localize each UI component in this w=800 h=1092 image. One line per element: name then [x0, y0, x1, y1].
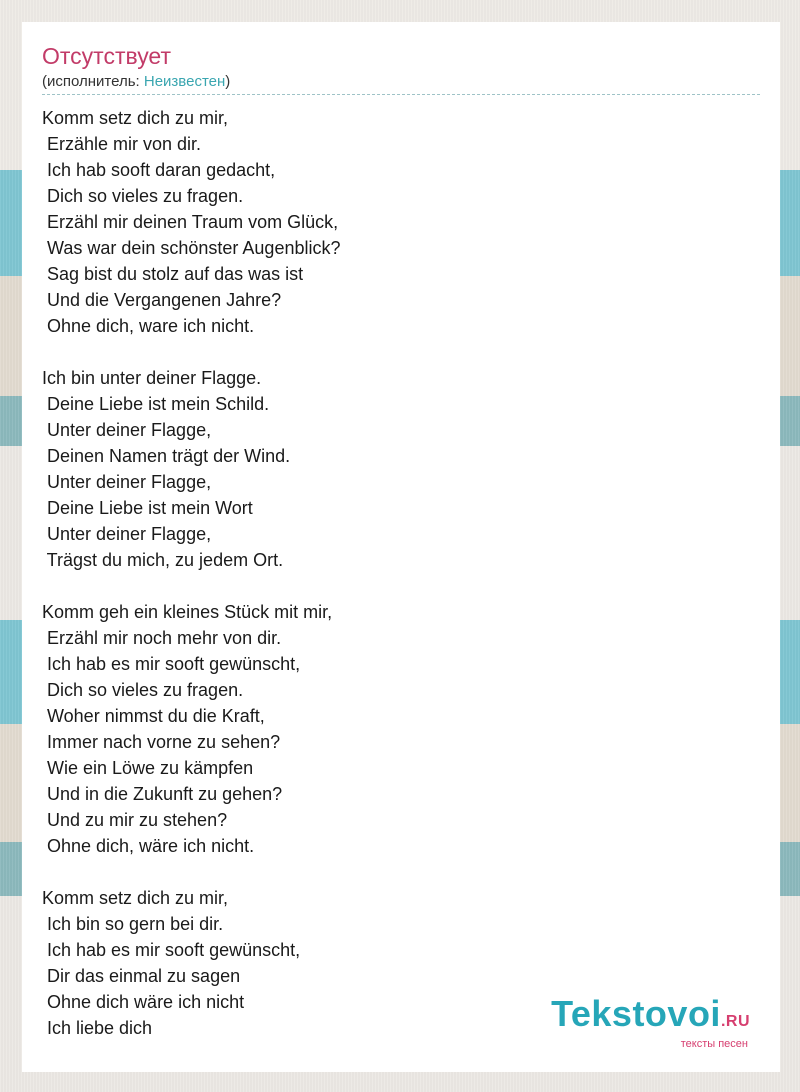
lyric-line: Unter deiner Flagge, — [42, 524, 212, 544]
lyric-line: Deinen Namen trägt der Wind. — [42, 446, 291, 466]
artist-suffix: ) — [225, 73, 231, 90]
lyrics-text — [42, 105, 341, 1041]
artist-line — [42, 72, 230, 92]
lyric-line: Ohne dich, ware ich nicht. — [42, 316, 255, 336]
lyric-line: Sag bist du stolz auf das was ist — [42, 264, 304, 284]
logo-tld: .RU — [720, 1013, 750, 1030]
lyric-line: Erzähle mir von dir. — [42, 134, 202, 154]
stanza-gap — [42, 573, 341, 599]
lyric-line: Ich bin unter deiner Flagge. — [42, 368, 262, 388]
lyric-line: Wie ein Löwe zu kämpfen — [42, 758, 254, 778]
lyrics-card — [22, 22, 780, 1072]
lyric-line: Trägst du mich, zu jedem Ort. — [42, 550, 284, 570]
lyric-line: Ich liebe dich — [42, 1018, 153, 1038]
lyric-line: Ich hab es mir sooft gewünscht, — [42, 654, 301, 674]
lyric-line: Erzähl mir noch mehr von dir. — [42, 628, 282, 648]
lyric-line: Komm geh ein kleines Stück mit mir, — [42, 602, 333, 622]
lyric-line: Unter deiner Flagge, — [42, 472, 212, 492]
logo-wordmark — [551, 993, 750, 1040]
lyric-line: Woher nimmst du die Kraft, — [42, 706, 265, 726]
lyric-line: Deine Liebe ist mein Wort — [42, 498, 253, 518]
logo-name: Tekstovoi — [551, 993, 721, 1034]
lyric-line: Deine Liebe ist mein Schild. — [42, 394, 270, 414]
lyric-line: Ich hab es mir sooft gewünscht, — [42, 940, 301, 960]
logo-tagline: тексты песен — [680, 1038, 748, 1050]
lyric-line: Und zu mir zu stehen? — [42, 810, 228, 830]
site-logo[interactable] — [551, 993, 750, 1050]
lyric-line: Dir das einmal zu sagen — [42, 966, 241, 986]
lyric-line: Und in die Zukunft zu gehen? — [42, 784, 283, 804]
title-divider — [42, 94, 760, 95]
lyric-line: Komm setz dich zu mir, — [42, 108, 229, 128]
lyric-line: Und die Vergangenen Jahre? — [42, 290, 282, 310]
song-title: Отсутствует — [42, 43, 171, 69]
artist-link[interactable]: Неизвестен — [143, 73, 226, 90]
stanza-gap — [42, 339, 341, 365]
artist-prefix: (исполнитель: — [42, 73, 144, 90]
lyric-line: Erzähl mir deinen Traum vom Glück, — [42, 212, 339, 232]
lyric-line: Ohne dich, wäre ich nicht. — [42, 836, 255, 856]
stanza-gap — [42, 859, 341, 885]
lyric-line: Komm setz dich zu mir, — [42, 888, 229, 908]
lyric-line: Unter deiner Flagge, — [42, 420, 212, 440]
lyric-line: Ich hab sooft daran gedacht, — [42, 160, 276, 180]
lyric-line: Dich so vieles zu fragen. — [42, 680, 244, 700]
lyric-line: Was war dein schönster Augenblick? — [42, 238, 341, 258]
lyric-line: Ohne dich wäre ich nicht — [42, 992, 245, 1012]
lyric-line: Ich bin so gern bei dir. — [42, 914, 224, 934]
lyric-line: Dich so vieles zu fragen. — [42, 186, 244, 206]
lyric-line: Immer nach vorne zu sehen? — [42, 732, 281, 752]
